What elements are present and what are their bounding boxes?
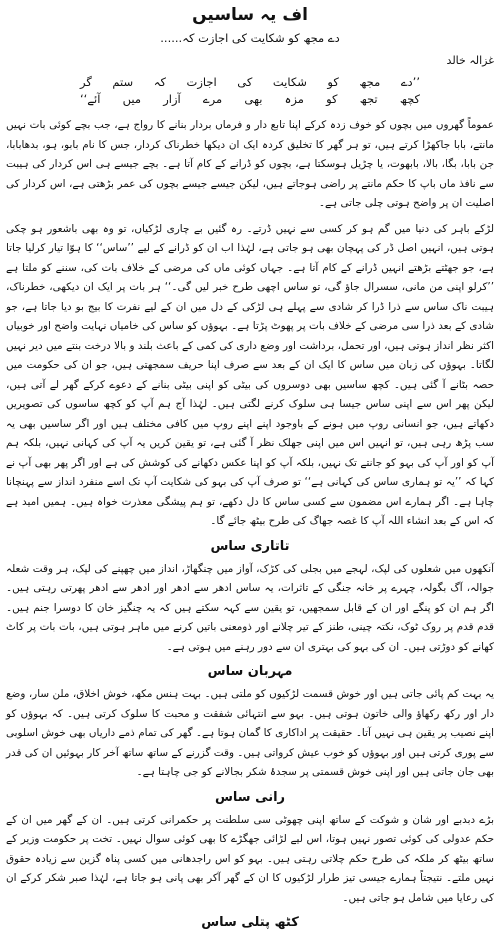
section-paragraph: بڑے دبدبے اور شان و شوکت کے ساتھ اپنی چھوٹی سی سلطنت پر حکمرانی کرتی ہیں۔ ان کے گھر میں ان کے حکم عدولی کی کوئی تصور نہیں ہوتا، اس لیے لڑائی جھگڑے کا بھی کوئی سوال نہیں۔ تخت پر حکومت وزیر کے ساتھ بیٹھ کر ملکہ کی طرح حکم چلاتی رہتی ہیں۔ بہو کو اس راجدھانی میں کسی پناہ گزین سے زیادہ حقوق نہیں ملتے۔ نتیجتاً ہمارے جیسی تیز طرار لڑکیوں کا ان کے گھر آکر بھی پانی ہو جاتا ہے، لہٰذا صبر شکر کرکے ان کی رعایا میں شامل ہو جاتی ہیں۔ <box>6 813 494 904</box>
article-title: اف یہ ساسیں <box>192 5 308 25</box>
author-name: غزالہ خالد <box>446 54 494 67</box>
verse-block <box>80 74 420 108</box>
verse-line: کچھ تجھ کو مزہ بھی مرے آزار میں آئے‘‘ <box>80 92 420 106</box>
section-paragraph: آنکھوں میں شعلوں کی لپک، لہجے میں بجلی کی کڑک، آواز میں چنگھاڑ، انداز میں چھپنے کی لپک، ہر وقت شعلہ جوالہ، آگ بگولہ، چہرے پر خانہ جنگی کے تاثرات، یہ ساس ادھر سے ادھر اور ادھر سے ادھر پھرتی رہتی ہیں۔ اگر ہم ان کو پنگے اور ان کے قابل سمجھیں، تو یقین سے کہہ سکتے ہیں کہ یہ چنگیز خان کا دوسرا جنم ہیں۔ قدم قدم پر روک ٹوک، نکتہ چینی، طنز کے تیر چلانے اور ذومعنی باتیں کرنے میں ماہر ہوتی ہیں، بات بات پر کاٹ کھانے کو دوڑتی ہیں۔ ان کی بہو کی بہتری ان سے دور رہنے میں ہوتی ہے۔ <box>6 562 494 653</box>
section-heading: رانی ساس <box>214 789 286 805</box>
verse-line: ’’دے مجھ کو شکایت کی اجازت کہ ستم گر <box>80 75 420 89</box>
intro-paragraph: عموماً گھروں میں بچوں کو خوف زدہ کرکے اپنا تابع دار و فرماں بردار بنانے کا رواج ہے، جب بچے کوئی بات نہیں مانتے، بابا جاکھڑا کرتے ہیں، تو ہر گھر کا تخلیق کردہ ایک ان دیکھا خطرناک کردار، جس کا نام بابو، ہو، بدھابابا، جن بابا، بگا، بالا، بابھوت، یا چڑیل ہوسکتا ہے، بچوں کو ڈرانے کے کام آتا ہے۔ بچے جیسے ہی اس کردار کی ہیبت سے نافذ ماں باپ کا حکم مانتے پر راضی ہوجاتے ہیں، لیکن جیسے جیسے بچوں کی عمر بڑھتی ہے، اس کردار کی اصلیت ان پر واضح ہوتی چلی جاتی ہے۔ <box>6 119 494 209</box>
section-paragraph: یہ بہت کم پائی جاتی ہیں اور خوش قسمت لڑکیوں کو ملتی ہیں۔ بہت ہنس مکھ، خوش اخلاق، ملن سار، وضع دار اور رکھ رکھاؤ والی خاتون ہوتی ہیں۔ بہو سے انتہائی شفقت و محبت کا سلوک کرتی ہیں۔ کہ بہوؤں کو اپنے نصیب پر یقین ہی نہیں آتا۔ حقیقت پر اداکاری کا گمان ہوتا ہے۔ گھر کی تمام ذمے داریاں بھی خوش اسلوبی سے پوری کرتی ہیں اور بہوؤں کو خوب عیش کرواتی ہیں۔ وقت گزرنے کے ساتھ ساتھ آخر کار بہوئیں ان کی قدر بھی جان جاتی ہیں اور اپنی خوش قسمتی پر سجدۂ شکر بجالانے کو جی چاہتا ہے۔ <box>6 688 494 778</box>
section-heading: مہربان ساس <box>207 664 293 679</box>
section-heading: تاتاری ساس <box>210 538 290 554</box>
article-page <box>6 4 494 928</box>
body-paragraph: لڑکے باہر کی دنیا میں گم ہو کر کسی سے نہیں ڈرتے۔ رہ گئیں بے چاری لڑکیاں، تو وہ بھی باشعور ہو چکی ہوتی ہیں، انہیں اصل ڈر کی پہچان بھی ہو جاتی ہے، لہٰذا اب ان کو ڈرانے کے لیے ’’ساس‘‘ کا ہوّا تیار کرلیا جاتا ہے، جو جھٹتے بڑھتے انہیں ڈرانے کے کام آتا ہے۔ جہاں کوئی ماں کی مرضی کے خلاف بات کی، سننے کو ملتا ہے ’’کرلو اپنی من مانی، سسرال جاؤ گی، تو ساس اچھی طرح خبر لیں گی۔‘‘ ہر بات پر ایک ان دیکھی، خطرناک، ہیبت ناک ساس سے ذرا ڈرا کر شادی سے پہلے ہی لڑکی کے دل میں ان کے لیے نفرت کا بیج بو دیا جاتا ہے، جو شادی کے بعد ذرا سی مرضی کے خلاف بات پر پھوٹ پڑتا ہے۔ بہوؤں کو ساس کی خامیاں نہایت واضح اور خوبیاں اکثر نظر انداز ہوتی ہیں، اور تحمل، برداشت اور وضع داری کی کمی کے باعث بلند و بالا درخت بنتے میں دیر نہیں لگاتا۔ بہوؤں کی زبان میں ساس کا ایک ان کے بعد سے صرف اپنا حریف سمجھتی ہیں، جو ان کی حکومت میں حصہ بٹانے آ گئی ہیں۔ کچھ ساسیں بھی دوسروں کی بیٹی کو اپنی بیٹی بنانے کے دعوے کرکے گھر لے آتی ہیں، لیکن پھر اس سے اپنی ساس جیسا ہی سلوک کرنے لگتی ہیں۔ لہٰذا آج ہم آپ کو کچھ ساسوں کی تصویریں دکھاتے ہیں، جو انسانی روپ میں ہونے کے باوجود اپنے اپنے روپ میں کافی مختلف ہیں اور اگر ساسیں بھی یہ سب پڑھ رہی ہیں، تو انہیں اس میں اپنی جھلک نظر آ گئی ہے، تو یقین کریں یہ آپ کی کہانی نہیں، بلکہ ہم آپ کو اور آپ کی بہو کو جانتے تک نہیں، بلکہ آپ کو اپنا عکس دکھانے کی کوشش کی ہے اور اگر پھر بھی آپ نے کہا کہ ’’یہ تو ہماری ساس کی کہانی ہے‘‘ تو صرف آپ کی بہو کی شکایت آپ تک اسے منفرد انداز سے پہنچانا چاہا ہے۔ اگر ہمارے اس مضمون سے کسی ساس کا دل دکھے، تو ہم پیشگی معذرت خواہ ہیں۔ ہمیں امید ہے کہ اس کے بعد انشاء اللہ آپ کا غصہ جھاگ کی طرح بیٹھ جائے گا۔ <box>6 222 494 527</box>
article-subtitle: دے مجھ کو شکایت کی اجازت کہ...... <box>160 31 340 45</box>
section-heading: کٹھ پتلی ساس <box>201 915 299 930</box>
